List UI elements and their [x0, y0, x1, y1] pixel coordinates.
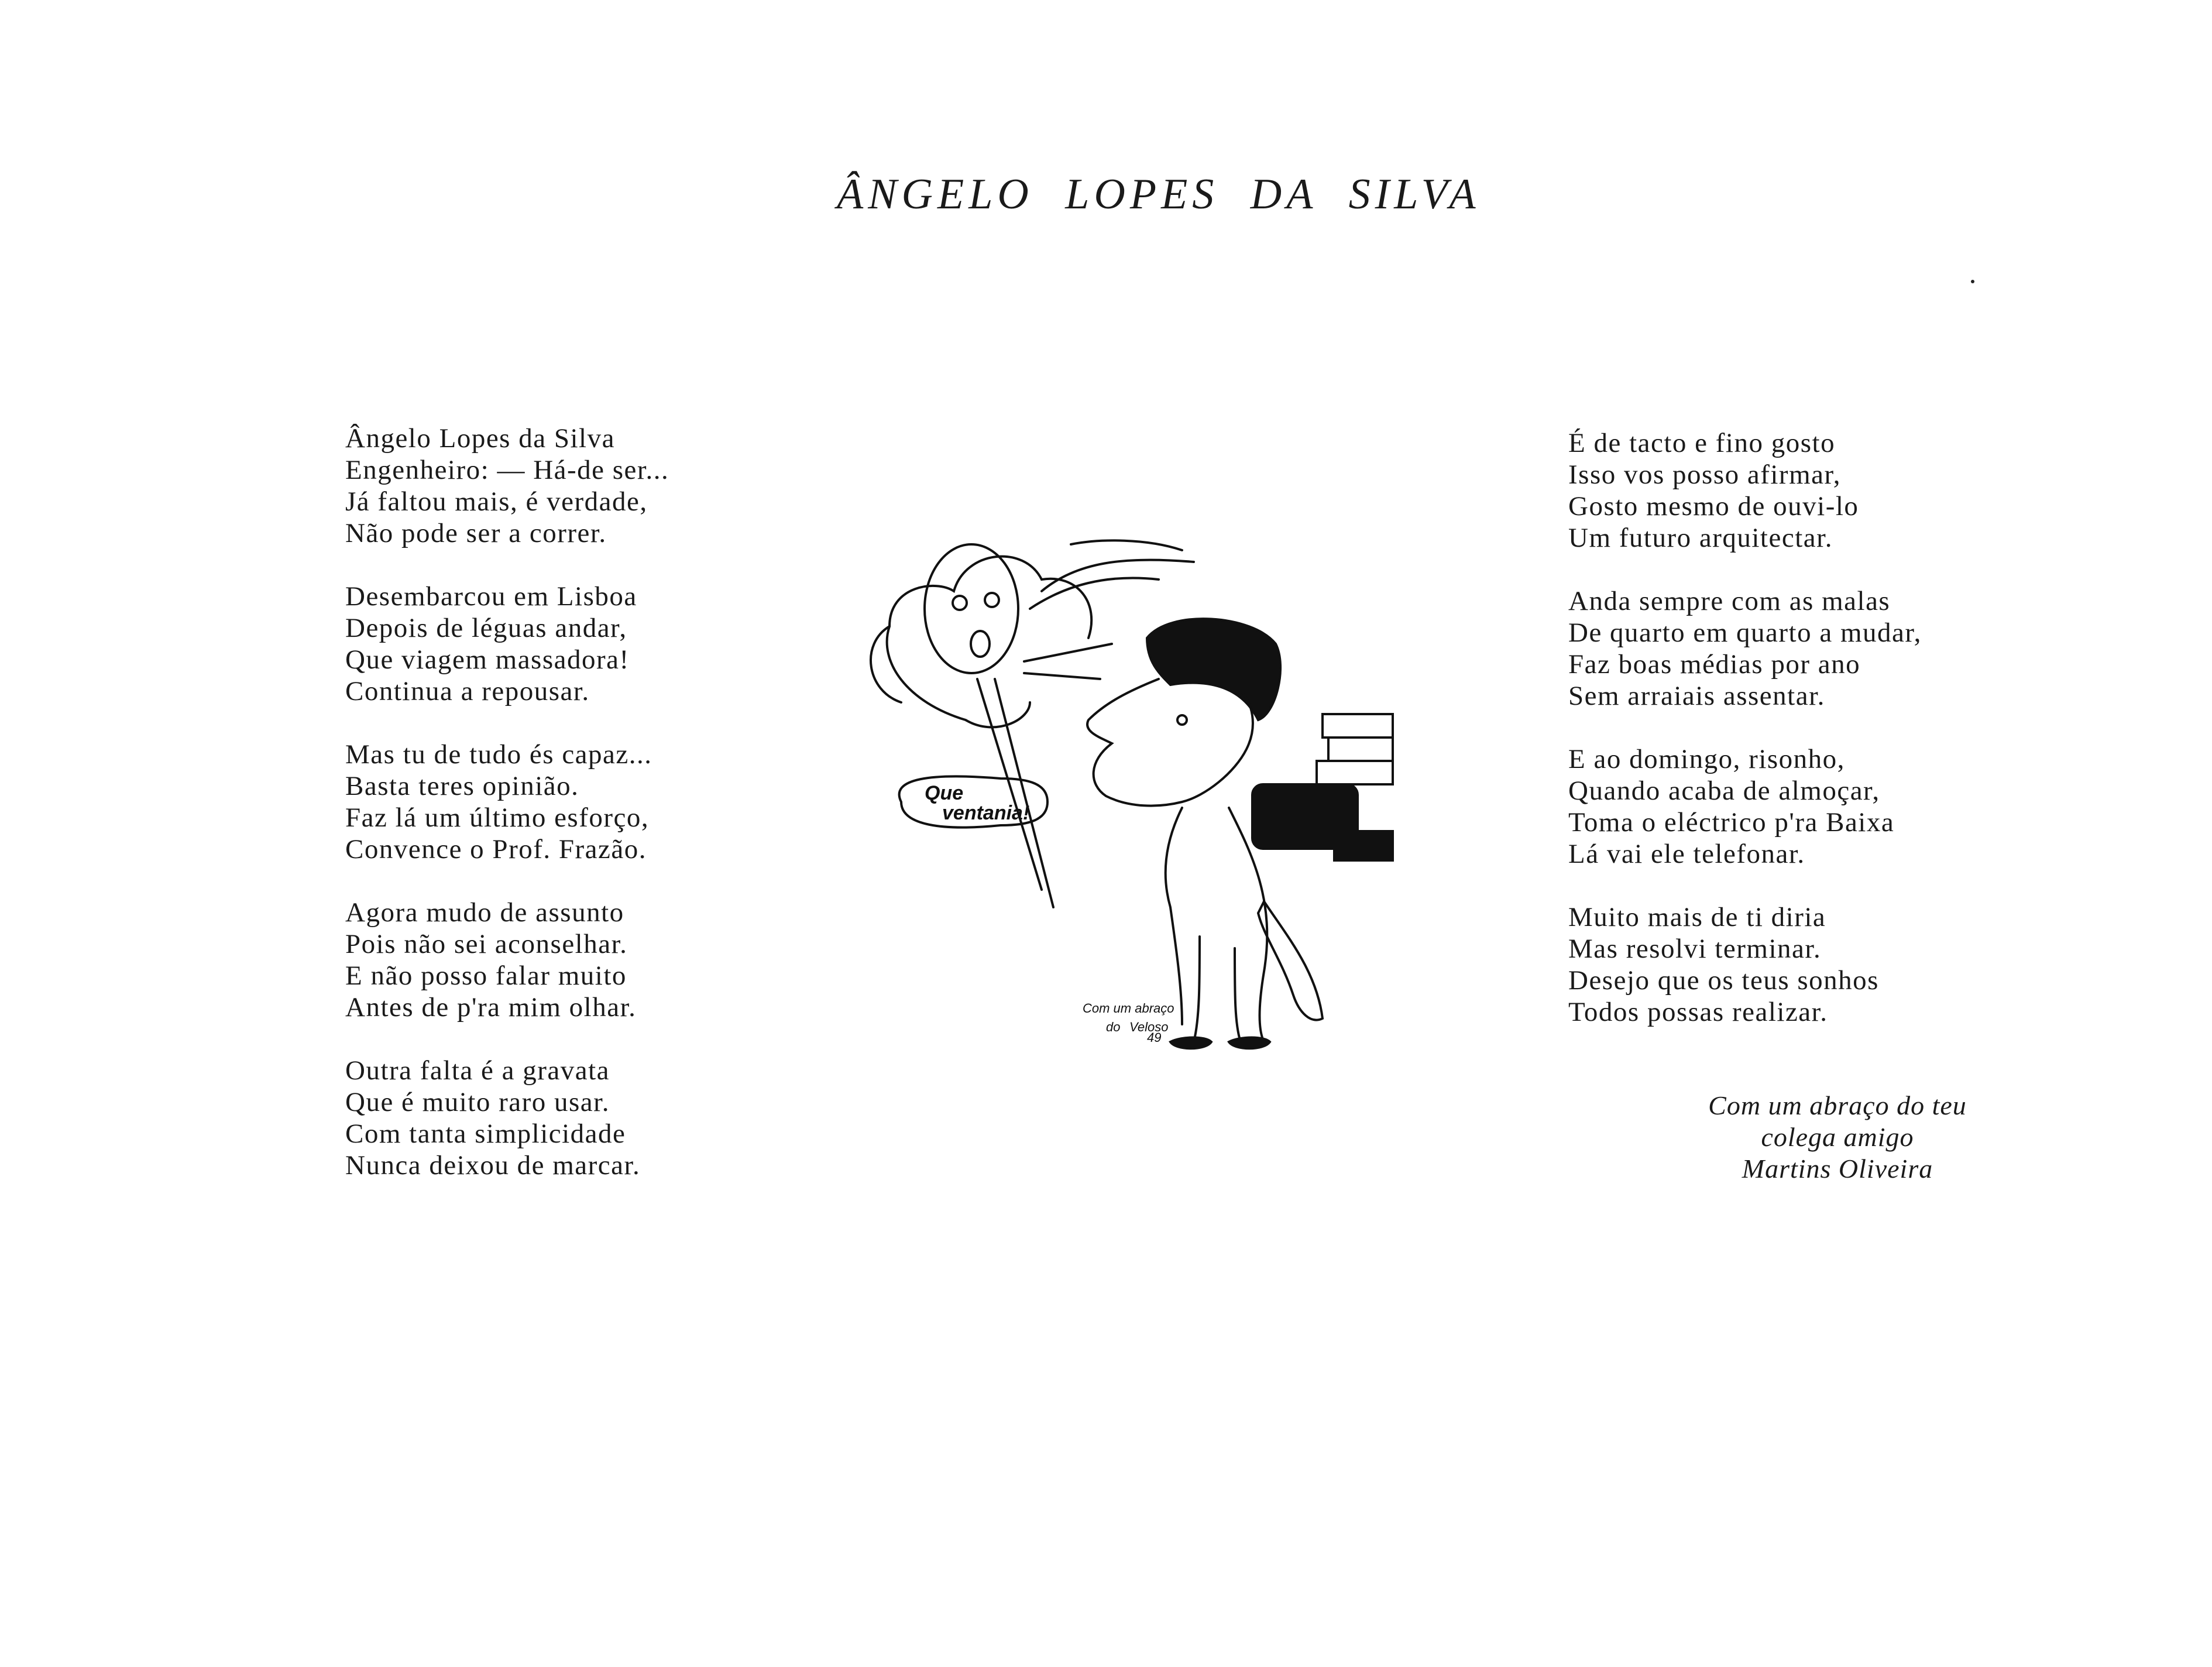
page-title: ÂNGELO LOPES DA SILVA — [837, 170, 1481, 218]
man-leg — [1194, 937, 1200, 1042]
wind-face-eye — [953, 596, 967, 610]
signature-line: colega amigo — [1761, 1122, 1914, 1152]
book-stack — [1334, 831, 1393, 860]
poem-line: Faz lá um último esforço, — [345, 802, 650, 833]
man-leg — [1235, 948, 1241, 1042]
poem-line: De quarto em quarto a mudar, — [1568, 618, 1922, 648]
signature-line: Com um abraço do teu — [1708, 1090, 1967, 1120]
man-shoe — [1170, 1038, 1211, 1049]
poem-line: Faz boas médias por ano — [1568, 649, 1861, 680]
wind-face-eye — [985, 593, 999, 607]
artist-signature: Veloso — [1129, 1020, 1169, 1034]
signature-line: Martins Oliveira — [1742, 1154, 1933, 1184]
poem-line: É de tacto e fino gosto — [1568, 428, 1836, 458]
right-stanza — [1568, 901, 2001, 1028]
poem-line: Que é muito raro usar. — [345, 1087, 610, 1117]
man-shoe — [1229, 1038, 1270, 1049]
book-stack — [1317, 761, 1393, 784]
poem-line: Agora mudo de assunto — [345, 897, 624, 928]
signature-block — [1674, 1090, 2001, 1185]
man-face — [1087, 679, 1253, 806]
man-hair — [1147, 619, 1280, 720]
poem-line: Desembarcou em Lisboa — [345, 581, 637, 612]
wind-streak — [977, 679, 1042, 890]
wind-streak — [1042, 560, 1194, 591]
poem-line: Nunca deixou de marcar. — [345, 1150, 641, 1181]
poem-line: Muito mais de ti diria — [1568, 902, 1826, 932]
man-body — [1166, 808, 1182, 1024]
poem-line: Mas resolvi terminar. — [1568, 934, 1822, 964]
artist-note: do — [1106, 1020, 1121, 1034]
poem-line: E ao domingo, risonho, — [1568, 744, 1845, 774]
poem-line: Ângelo Lopes da Silva — [345, 423, 615, 454]
wind-streak — [1024, 673, 1100, 679]
poem-line: Gosto mesmo de ouvi-lo — [1568, 491, 1859, 522]
left-stanza — [345, 581, 790, 707]
poem-line: Sem arraiais assentar. — [1568, 681, 1825, 711]
poem-left-column — [345, 423, 790, 1213]
poem-right-column — [1568, 427, 2001, 1059]
poem-line: Antes de p'ra mim olhar. — [345, 992, 637, 1023]
poem-line: Não pode ser a correr. — [345, 518, 607, 548]
artist-note: Com um abraço — [1083, 1001, 1174, 1016]
right-stanza — [1568, 585, 2001, 712]
wind-streak — [1024, 644, 1112, 661]
wind-streak — [1030, 578, 1159, 609]
speech-bubble-word: Que — [925, 782, 964, 804]
poem-line: Isso vos posso afirmar, — [1568, 459, 1842, 490]
wind-face-mouth — [971, 631, 990, 657]
poem-line: Mas tu de tudo és capaz... — [345, 739, 652, 770]
poem-line: Toma o eléctrico p'ra Baixa — [1568, 807, 1895, 838]
poem-line: Continua a repousar. — [345, 676, 590, 706]
page-speck — [1971, 280, 1974, 283]
poem-line: Anda sempre com as malas — [1568, 586, 1891, 616]
poem-line: Todos possas realizar. — [1568, 997, 1828, 1027]
left-stanza — [345, 423, 790, 549]
caricature-illustration — [854, 527, 1440, 1083]
right-stanza — [1568, 427, 2001, 554]
poem-line: Basta teres opinião. — [345, 771, 579, 801]
poem-line: Que viagem massadora! — [345, 644, 630, 675]
poem-line: Depois de léguas andar, — [345, 613, 627, 643]
book-stack — [1323, 714, 1393, 738]
poem-line: Com tanta simplicidade — [345, 1119, 626, 1149]
wind-streak — [1071, 540, 1182, 550]
poem-line: Quando acaba de almoçar, — [1568, 776, 1880, 806]
poem-line: E não posso falar muito — [345, 961, 627, 991]
poem-line: Um futuro arquitectar. — [1568, 523, 1833, 553]
left-stanza — [345, 897, 790, 1023]
speech-bubble-word: ventania! — [942, 802, 1030, 824]
man-eye — [1177, 715, 1187, 725]
left-stanza — [345, 739, 790, 865]
wind-face — [925, 544, 1018, 673]
man-tie — [1258, 901, 1323, 1020]
left-stanza — [345, 1055, 790, 1181]
poem-line: Já faltou mais, é verdade, — [345, 486, 648, 517]
right-stanza — [1568, 743, 2001, 870]
poem-line: Outra falta é a gravata — [345, 1055, 610, 1086]
poem-line: Engenheiro: — Há-de ser... — [345, 455, 669, 485]
artist-year: 49 — [1147, 1030, 1162, 1045]
poem-line: Lá vai ele telefonar. — [1568, 839, 1805, 869]
poem-line: Convence o Prof. Frazão. — [345, 834, 647, 865]
book-stack — [1328, 738, 1393, 761]
poem-line: Desejo que os teus sonhos — [1568, 965, 1879, 996]
cloud-outline — [887, 626, 1030, 727]
poem-line: Pois não sei aconselhar. — [345, 929, 628, 959]
